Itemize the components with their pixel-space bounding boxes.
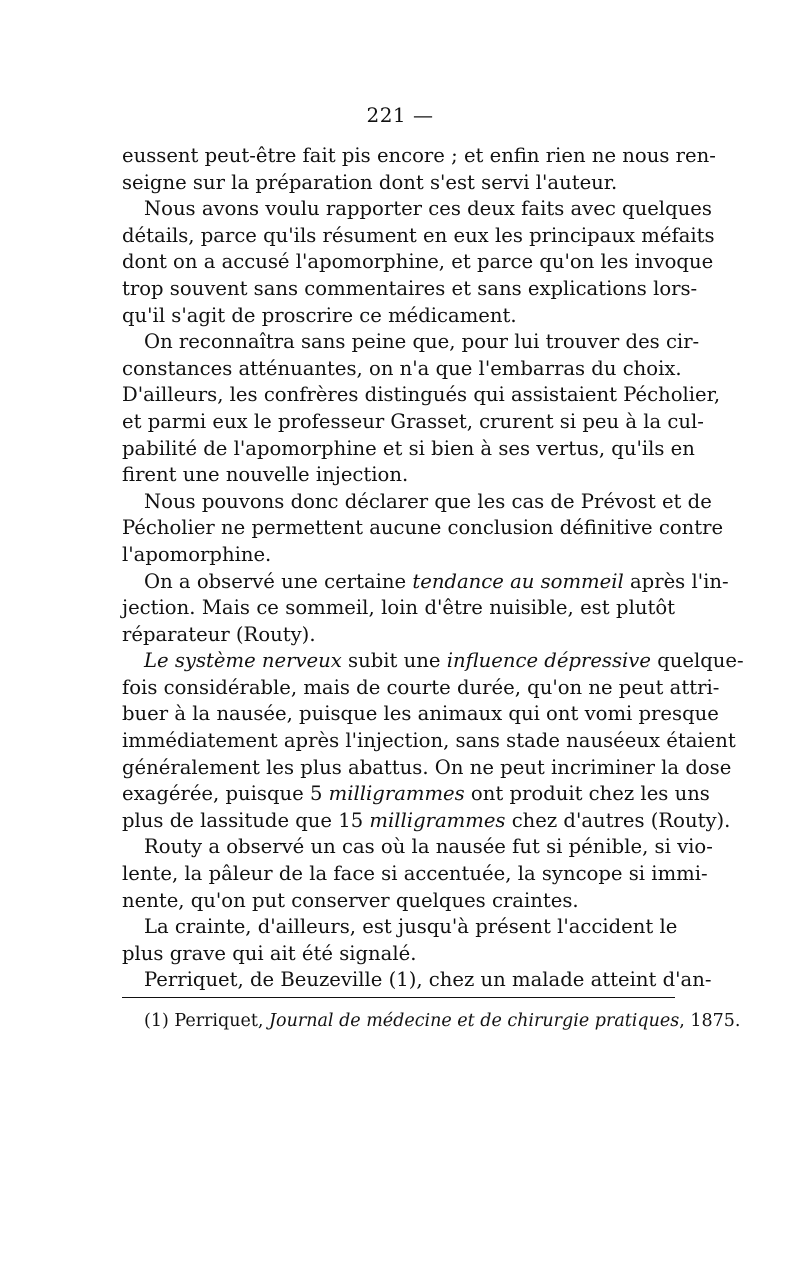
paragraph: [122, 648, 744, 834]
text-line: trop souvent sans commentaires et sans explications lors-: [122, 276, 698, 300]
text-line: plus grave qui ait été signalé.: [122, 941, 417, 965]
paragraph: [122, 329, 721, 489]
text-line: eussent peut-être fait pis encore ; et enfin rien ne nous ren-: [122, 144, 716, 167]
page-number: 221 —: [366, 103, 434, 127]
text-line: On a observé une certaine tendance au sommeil après l'in-: [144, 569, 729, 593]
text-line: plus de lassitude que 15 milligrammes chez d'autres (Routy).: [122, 808, 731, 832]
paragraph: [122, 196, 715, 329]
italic-phrase: tendance au sommeil: [412, 569, 624, 593]
footnote-line: [122, 1009, 741, 1033]
text-line: fois considérable, mais de courte durée, qu'on ne peut attri-: [122, 675, 720, 699]
text-line: Nous pouvons donc déclarer que les cas de Prévost et de: [144, 489, 712, 513]
footnote-journal-title: Journal de médecine et de chirurgie pratiques: [269, 1011, 680, 1031]
italic-phrase: milligrammes: [328, 782, 465, 806]
text-line: La crainte, d'ailleurs, est jusqu'à présent l'accident le: [144, 915, 678, 939]
text-line: l'apomorphine.: [122, 542, 272, 566]
text-line: détails, parce qu'ils résument en eux les principaux méfaits: [122, 223, 715, 247]
text-line: seigne sur la préparation dont s'est servi l'auteur.: [122, 170, 618, 194]
text-line: constances atténuantes, on n'a que l'embarras du choix.: [122, 356, 682, 380]
paragraph: [122, 143, 716, 196]
text-line: immédiatement après l'injection, sans stade nauséeux étaient: [122, 729, 736, 753]
paragraph: [122, 834, 713, 914]
text-line: qu'il s'agit de proscrire ce médicament.: [122, 303, 517, 327]
footnote-rule: [122, 997, 675, 998]
text-line: Nous avons voulu rapporter ces deux faits avec quelques: [144, 197, 712, 221]
italic-phrase: Le système nerveux: [144, 649, 342, 673]
text-line: exagérée, puisque 5 milligrammes ont produit chez les uns: [122, 782, 710, 806]
paragraph: [122, 569, 729, 649]
footnote: [122, 1009, 741, 1033]
paragraph: [122, 914, 678, 967]
footnote-tail: , 1875.: [679, 1011, 741, 1031]
text-line: Perriquet, de Beuzeville (1), chez un malade atteint d'an-: [144, 968, 712, 992]
text-line: nente, qu'on put conserver quelques craintes.: [122, 888, 579, 912]
text-line: Routy a observé un cas où la nausée fut si pénible, si vio-: [144, 835, 713, 859]
paragraph: [122, 967, 712, 994]
text-line: D'ailleurs, les confrères distingués qui assistaient Pécholier,: [122, 383, 721, 407]
text-line: jection. Mais ce sommeil, loin d'être nuisible, est plutôt: [122, 596, 675, 620]
paragraph: [122, 489, 724, 569]
text-line: lente, la pâleur de la face si accentuée, la syncope si immi-: [122, 862, 708, 886]
text-line: pabilité de l'apomorphine et si bien à ses vertus, qu'ils en: [122, 436, 695, 460]
text-line: dont on a accusé l'apomorphine, et parce qu'on les invoque: [122, 250, 714, 274]
footnote-marker: (1) Perriquet,: [144, 1011, 270, 1031]
text-line: On reconnaîtra sans peine que, pour lui trouver des cir-: [144, 330, 700, 354]
text-line: réparateur (Routy).: [122, 622, 316, 646]
text-line: firent une nouvelle injection.: [122, 463, 409, 487]
text-line: et parmi eux le professeur Grasset, crurent si peu à la cul-: [122, 409, 704, 433]
body-text: [122, 143, 744, 994]
text-line: buer à la nausée, puisque les animaux qui ont vomi presque: [122, 702, 719, 726]
text-line: Le système nerveux subit une influence dépressive quelque-: [144, 649, 744, 673]
text-line: Pécholier ne permettent aucune conclusion définitive contre: [122, 516, 724, 540]
text-line: généralement les plus abattus. On ne peut incriminer la dose: [122, 755, 732, 779]
italic-phrase: influence dépressive: [446, 649, 651, 673]
italic-phrase: milligrammes: [369, 808, 506, 832]
